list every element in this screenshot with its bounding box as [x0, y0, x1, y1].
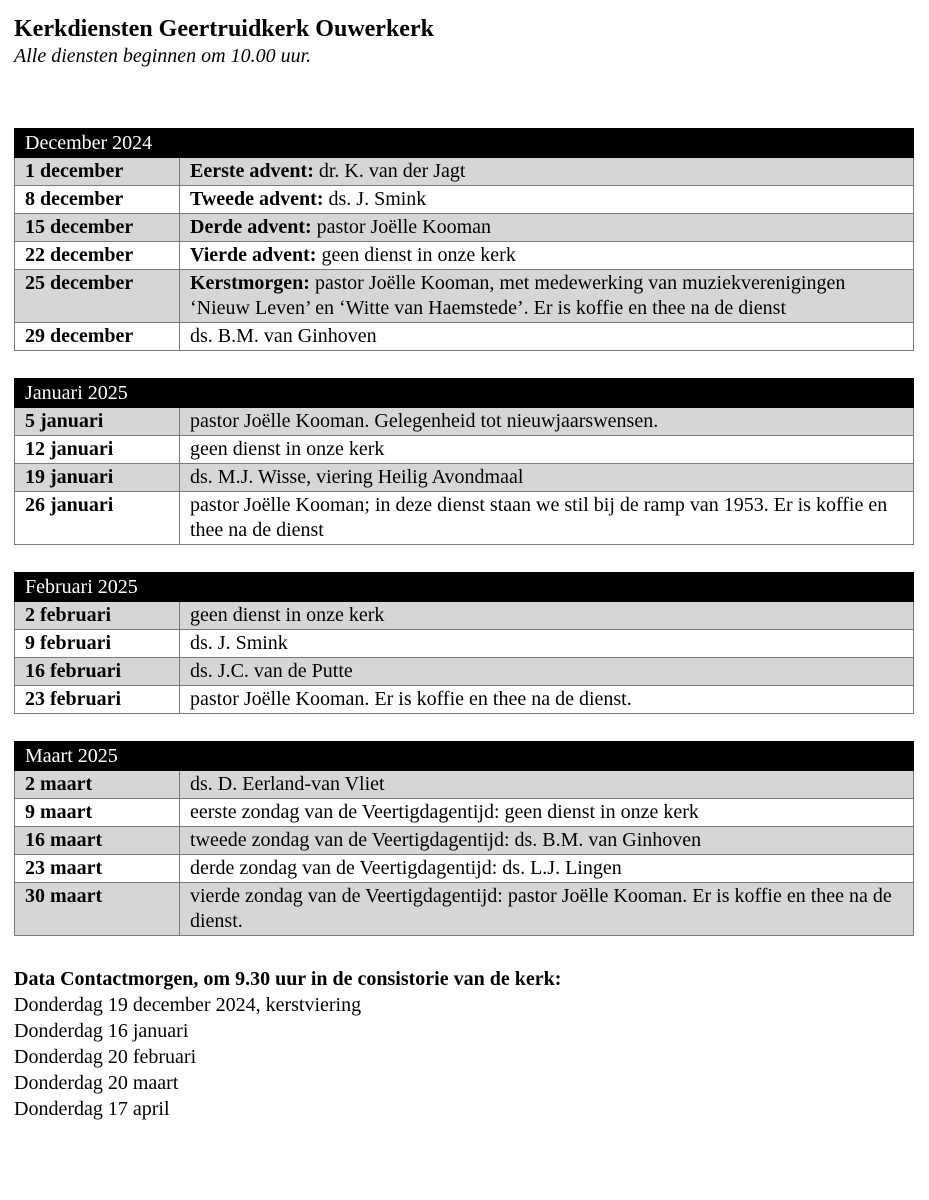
service-description	[180, 186, 914, 214]
service-date: 22 december	[15, 242, 180, 270]
service-text: pastor Joëlle Kooman. Gelegenheid tot nieuwjaarswensen.	[190, 410, 659, 432]
month-table	[14, 128, 914, 351]
service-description	[180, 270, 914, 323]
contact-section	[14, 966, 913, 1120]
service-date: 26 januari	[15, 492, 180, 545]
service-row	[15, 686, 914, 714]
contact-date: Donderdag 17 april	[14, 1098, 170, 1120]
service-label: Derde advent:	[190, 216, 312, 238]
service-date: 9 maart	[15, 799, 180, 827]
service-label: Vierde advent:	[190, 244, 317, 266]
contact-date: Donderdag 20 maart	[14, 1072, 179, 1094]
service-description	[180, 323, 914, 351]
service-label: Kerstmorgen:	[190, 272, 310, 294]
service-row	[15, 883, 914, 936]
service-schedule	[14, 128, 913, 936]
service-row	[15, 158, 914, 186]
month-header: Maart 2025	[15, 742, 914, 771]
service-description	[180, 855, 914, 883]
service-row	[15, 658, 914, 686]
contact-dates-list	[14, 992, 913, 1120]
contact-date: Donderdag 19 december 2024, kerstviering	[14, 994, 362, 1016]
service-text: derde zondag van de Veertigdagentijd: ds. L.J. Lingen	[190, 857, 622, 879]
service-text: ds. M.J. Wisse, viering Heilig Avondmaal	[190, 466, 524, 488]
service-text: ds. B.M. van Ginhoven	[190, 325, 377, 347]
service-date: 23 februari	[15, 686, 180, 714]
service-row	[15, 771, 914, 799]
service-row	[15, 408, 914, 436]
service-row	[15, 242, 914, 270]
service-date: 25 december	[15, 270, 180, 323]
service-description	[180, 464, 914, 492]
service-description	[180, 799, 914, 827]
service-description	[180, 158, 914, 186]
service-date: 12 januari	[15, 436, 180, 464]
service-text: ds. J. Smink	[323, 188, 427, 210]
service-date: 2 maart	[15, 771, 180, 799]
service-text: pastor Joëlle Kooman. Er is koffie en thee na de dienst.	[190, 688, 632, 710]
service-row	[15, 464, 914, 492]
service-date: 30 maart	[15, 883, 180, 936]
service-row	[15, 270, 914, 323]
service-row	[15, 855, 914, 883]
document-page	[14, 14, 913, 1120]
service-date: 9 februari	[15, 630, 180, 658]
service-text: pastor Joëlle Kooman, met medewerking van muziekverenigingen ‘Nieuw Leven’ en ‘Witte van Haemstede’. Er is koffie en thee na de dienst	[190, 272, 846, 319]
month-table	[14, 378, 914, 545]
service-text: tweede zondag van de Veertigdagentijd: ds. B.M. van Ginhoven	[190, 829, 702, 851]
month-header: Februari 2025	[15, 573, 914, 602]
service-text: geen dienst in onze kerk	[190, 438, 385, 460]
page-subtitle: Alle diensten beginnen om 10.00 uur.	[14, 45, 312, 67]
service-description	[180, 883, 914, 936]
service-date: 16 februari	[15, 658, 180, 686]
service-description	[180, 214, 914, 242]
service-row	[15, 799, 914, 827]
service-date: 8 december	[15, 186, 180, 214]
service-date: 23 maart	[15, 855, 180, 883]
month-header: Januari 2025	[15, 379, 914, 408]
service-label: Tweede advent:	[190, 188, 324, 210]
service-date: 15 december	[15, 214, 180, 242]
service-description	[180, 686, 914, 714]
service-description	[180, 408, 914, 436]
service-text: pastor Joëlle Kooman	[311, 216, 492, 238]
page-title: Kerkdiensten Geertruidkerk Ouwerkerk	[14, 16, 434, 42]
service-row	[15, 323, 914, 351]
service-row	[15, 492, 914, 545]
month-header: December 2024	[15, 129, 914, 158]
service-row	[15, 436, 914, 464]
service-text: ds. J.C. van de Putte	[190, 660, 353, 682]
service-text: ds. D. Eerland-van Vliet	[190, 773, 385, 795]
month-table	[14, 741, 914, 936]
service-row	[15, 827, 914, 855]
service-description	[180, 602, 914, 630]
service-text: dr. K. van der Jagt	[313, 160, 466, 182]
service-row	[15, 214, 914, 242]
service-date: 2 februari	[15, 602, 180, 630]
service-description	[180, 492, 914, 545]
service-text: geen dienst in onze kerk	[316, 244, 516, 266]
service-row	[15, 630, 914, 658]
service-description	[180, 827, 914, 855]
service-description	[180, 771, 914, 799]
contact-date: Donderdag 16 januari	[14, 1020, 189, 1042]
service-date: 5 januari	[15, 408, 180, 436]
service-label: Eerste advent:	[190, 160, 314, 182]
service-text: geen dienst in onze kerk	[190, 604, 385, 626]
service-description	[180, 630, 914, 658]
contact-heading: Data Contactmorgen, om 9.30 uur in de consistorie van de kerk:	[14, 968, 562, 990]
service-date: 16 maart	[15, 827, 180, 855]
service-text: eerste zondag van de Veertigdagentijd: geen dienst in onze kerk	[190, 801, 699, 823]
service-description	[180, 658, 914, 686]
service-date: 29 december	[15, 323, 180, 351]
month-table	[14, 572, 914, 714]
service-date: 19 januari	[15, 464, 180, 492]
service-text: ds. J. Smink	[190, 632, 288, 654]
service-text: vierde zondag van de Veertigdagentijd: pastor Joëlle Kooman. Er is koffie en thee na de dienst.	[190, 885, 892, 932]
service-row	[15, 186, 914, 214]
service-description	[180, 436, 914, 464]
service-text: pastor Joëlle Kooman; in deze dienst staan we stil bij de ramp van 1953. Er is koffie en thee na de dienst	[190, 494, 888, 541]
contact-date: Donderdag 20 februari	[14, 1046, 197, 1068]
service-date: 1 december	[15, 158, 180, 186]
service-row	[15, 602, 914, 630]
service-description	[180, 242, 914, 270]
